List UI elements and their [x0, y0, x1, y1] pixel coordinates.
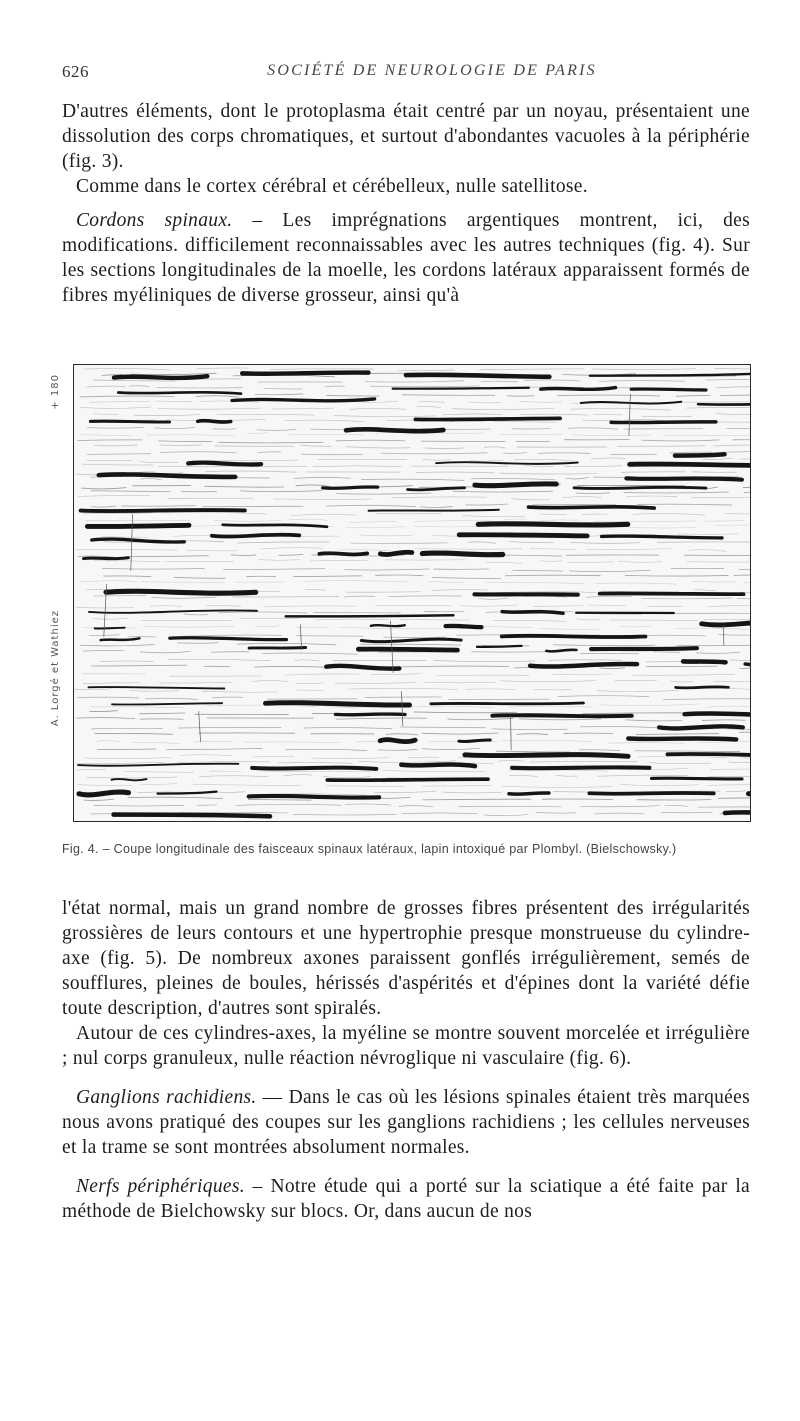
- thick-fiber-segment: [118, 392, 241, 393]
- thick-fiber-segment: [415, 418, 560, 419]
- thick-fiber-segment: [422, 553, 502, 555]
- paragraph-text: – Les imprégnations argentiques montrent, ici, des modifications. difficilement reconnaissables avec les autres techniques (fig. 4). Sur les sections longitudinales de la moelle, les cordons latéraux apparaissent formés de fibres myéliniques de diverse grosseur, ainsi qu'à: [62, 210, 751, 306]
- fine-fiber-line: [94, 445, 750, 449]
- thick-fiber-segment: [87, 525, 189, 526]
- fine-fiber-line: [92, 618, 750, 621]
- fine-fiber-line: [91, 665, 750, 669]
- thick-fiber-segment: [401, 765, 475, 767]
- thick-fiber-segment: [589, 793, 713, 794]
- thick-fiber-segment: [188, 463, 261, 465]
- fine-fiber-line: [78, 554, 750, 557]
- thick-fiber-segment: [89, 687, 225, 688]
- thick-fiber-segment: [668, 754, 751, 756]
- fine-fiber-line: [74, 688, 750, 692]
- fine-fiber-line: [77, 784, 750, 788]
- vertical-strand: [402, 691, 403, 726]
- thick-fiber-segment: [602, 536, 722, 538]
- thick-fiber-segment: [252, 768, 376, 769]
- thick-fiber-segment: [611, 422, 716, 423]
- thick-fiber-segment: [406, 375, 550, 377]
- thick-fiber-segment: [78, 764, 238, 766]
- thick-fiber-segment: [114, 815, 270, 817]
- thick-fiber-segment: [465, 755, 628, 757]
- thick-fiber-segment: [745, 662, 750, 665]
- section-heading: Ganglions rachidiens.: [76, 1087, 257, 1108]
- thick-fiber-segment: [659, 726, 743, 728]
- thick-fiber-segment: [626, 478, 742, 479]
- figure-4: [40, 360, 760, 830]
- thick-fiber-segment: [99, 474, 235, 476]
- thick-fiber-segment: [502, 636, 646, 637]
- fine-fiber-line: [94, 414, 750, 417]
- thick-fiber-segment: [106, 591, 256, 593]
- paragraph-text: – Notre étude qui a porté sur la sciatique a été faite par la méthode de Bielchowsky sur blocs. Or, dans aucun de nos: [62, 1176, 750, 1222]
- thick-fiber-segment: [436, 462, 578, 464]
- fine-fiber-line: [78, 495, 750, 500]
- thick-fiber-segment: [112, 779, 147, 780]
- thick-fiber-segment: [529, 507, 655, 508]
- paragraph-text: D'autres éléments, dont le protoplasma était centré par un noyau, présentaient une dissolution des corps chromatiques, et surtout d'abondantes vacuoles à la périphérie (fig. 3).: [62, 101, 750, 172]
- thick-fiber-segment: [336, 714, 406, 715]
- thick-fiber-segment: [628, 738, 736, 739]
- thick-fiber-segment: [81, 510, 245, 511]
- thick-fiber-segment: [286, 615, 454, 616]
- fine-fiber-line: [97, 748, 740, 752]
- thick-fiber-segment: [431, 703, 584, 704]
- thick-fiber-segment: [683, 661, 725, 662]
- thick-fiber-segment: [223, 525, 327, 527]
- fine-fiber-line: [96, 524, 750, 528]
- thick-fiber-segment: [232, 399, 375, 401]
- thick-fiber-segment: [676, 687, 729, 688]
- thick-fiber-segment: [574, 487, 706, 488]
- thick-fiber-segment: [212, 535, 299, 537]
- paragraph-cordons-spinaux: [62, 208, 750, 308]
- thick-fiber-segment: [371, 625, 405, 626]
- fine-fiber-line: [93, 596, 750, 600]
- thick-fiber-segment: [346, 429, 443, 431]
- thick-fiber-segment: [591, 648, 697, 649]
- thick-fiber-segment: [685, 714, 750, 716]
- fine-fiber-line: [80, 406, 750, 410]
- paragraph-ganglions: [62, 1085, 750, 1160]
- thick-fiber-segment: [478, 524, 628, 525]
- thick-fiber-segment: [114, 376, 207, 378]
- thick-fiber-segment: [459, 740, 490, 742]
- thick-fiber-segment: [600, 594, 744, 595]
- thick-fiber-segment: [198, 421, 231, 423]
- fine-fiber-line: [104, 541, 750, 544]
- figure-side-mark: + 180: [50, 374, 61, 410]
- paragraph: [62, 896, 750, 1021]
- thick-fiber-segment: [590, 374, 750, 376]
- thick-fiber-segment: [249, 796, 380, 798]
- fine-fiber-line: [83, 680, 750, 683]
- nerve-fiber-drawing: [74, 365, 750, 821]
- thick-fiber-segment: [170, 638, 287, 640]
- thick-fiber-segment: [446, 626, 482, 627]
- thick-fiber-segment: [358, 649, 457, 650]
- thick-fiber-segment: [546, 650, 576, 652]
- section-heading: Cordons spinaux.: [76, 210, 233, 231]
- page-number: 626: [62, 62, 89, 81]
- thick-fiber-segment: [502, 612, 563, 614]
- fine-fiber-line: [76, 605, 750, 608]
- paragraph-text: Comme dans le cortex cérébral et cérébelleux, nulle satellitose.: [76, 176, 588, 197]
- body-text-top: [62, 99, 750, 308]
- fine-fiber-line: [83, 512, 750, 516]
- thick-fiber-segment: [361, 639, 461, 642]
- thick-fiber-segment: [459, 535, 587, 536]
- vertical-strand: [629, 394, 631, 436]
- thick-fiber-segment: [541, 388, 616, 390]
- body-text-bottom: [62, 896, 750, 1224]
- fine-fiber-line: [84, 626, 749, 630]
- thick-fiber-segment: [475, 484, 556, 486]
- fine-fiber-line: [83, 674, 735, 677]
- paragraph: [62, 99, 750, 174]
- figure-illustration: [73, 364, 751, 822]
- fine-fiber-line: [79, 581, 750, 584]
- thick-fiber-segment: [477, 646, 522, 647]
- vertical-strand: [300, 624, 301, 650]
- fine-fiber-line: [86, 519, 745, 522]
- paragraph-text: Autour de ces cylindres-axes, la myéline se montre souvent morcelée et irrégulière ; nul corps granuleux, nulle réaction névroglique ni vasculaire (fig. 6).: [62, 1023, 750, 1069]
- fine-fiber-line: [78, 696, 750, 700]
- thick-fiber-segment: [492, 715, 631, 716]
- thick-fiber-segment: [393, 388, 529, 389]
- fine-fiber-line: [83, 368, 750, 371]
- vertical-strand: [511, 716, 512, 750]
- thick-fiber-segment: [323, 487, 378, 488]
- thick-fiber-segment: [84, 558, 129, 559]
- fine-fiber-line: [80, 643, 750, 646]
- figure-caption: Fig. 4. – Coupe longitudinale des faisceaux spinaux latéraux, lapin intoxiqué par Plombyl. (Bielschowsky.): [62, 842, 677, 856]
- thick-fiber-segment: [79, 792, 129, 795]
- fine-fiber-line: [103, 575, 750, 579]
- paragraph-text: — Dans le cas où les lésions spinales étaient très marquées nous avons pratiqué des coupes sur les ganglions rachidiens ; les cellules nerveuses et la trame se sont montrées absolument normales.: [62, 1087, 750, 1158]
- thick-fiber-segment: [698, 404, 750, 405]
- thick-fiber-segment: [249, 648, 306, 649]
- thick-fiber-segment: [725, 812, 750, 814]
- paragraph: [62, 1021, 750, 1071]
- thick-fiber-segment: [509, 793, 549, 794]
- figure-signature: A. Lorgé et Wathiez: [50, 610, 61, 727]
- fine-fiber-line: [87, 451, 750, 454]
- fine-fiber-line: [100, 659, 750, 661]
- thick-fiber-segment: [266, 703, 410, 705]
- thick-fiber-segment: [530, 664, 637, 667]
- thick-fiber-segment: [326, 666, 399, 669]
- thick-fiber-segment: [101, 638, 140, 640]
- thick-fiber-segment: [90, 421, 169, 422]
- fine-fiber-line: [84, 797, 750, 800]
- running-header: [62, 62, 750, 86]
- thick-fiber-segment: [380, 740, 415, 742]
- thick-fiber-segment: [327, 779, 488, 780]
- fine-fiber-line: [94, 560, 751, 564]
- thick-fiber-segment: [512, 767, 649, 768]
- fine-fiber-line: [102, 568, 750, 571]
- fine-fiber-line: [91, 726, 750, 729]
- thick-fiber-segment: [95, 628, 125, 629]
- thick-fiber-segment: [369, 510, 499, 511]
- thick-fiber-segment: [242, 373, 368, 374]
- paragraph-text: l'état normal, mais un grand nombre de grosses fibres présentent des irrégularités grossières de leurs contours et une hypertrophie presque monstrueuse du cylindre-axe (fig. 5). De nombreux axones paraissent gonflés irrégulièrement, semés de soufflures, pleines de boules, hérissés d'aspérités et d'épines dont la variété défie toute description, d'autres sont spiralés.: [62, 898, 750, 1019]
- thick-fiber-segment: [631, 389, 706, 390]
- thick-fiber-segment: [112, 703, 222, 704]
- fine-fiber-line: [93, 804, 750, 807]
- thick-fiber-segment: [630, 464, 750, 466]
- thick-fiber-segment: [380, 552, 412, 554]
- fine-fiber-line: [95, 732, 750, 735]
- thick-fiber-segment: [408, 488, 465, 490]
- fine-fiber-line: [78, 440, 750, 443]
- thick-fiber-segment: [702, 622, 750, 625]
- thick-fiber-segment: [319, 553, 367, 554]
- thick-fiber-segment: [652, 778, 743, 779]
- fine-fiber-line: [76, 718, 746, 721]
- paragraph-nerfs: [62, 1174, 750, 1224]
- running-title: SOCIÉTÉ DE NEUROLOGIE DE PARIS: [267, 62, 597, 79]
- thick-fiber-segment: [675, 454, 725, 455]
- paragraph: [62, 174, 750, 199]
- fine-fiber-line: [84, 755, 750, 759]
- fine-fiber-line: [90, 711, 750, 715]
- vertical-strand: [199, 711, 201, 742]
- fine-fiber-line: [80, 394, 750, 397]
- thick-fiber-segment: [749, 792, 751, 793]
- section-heading: Nerfs périphériques.: [76, 1176, 245, 1197]
